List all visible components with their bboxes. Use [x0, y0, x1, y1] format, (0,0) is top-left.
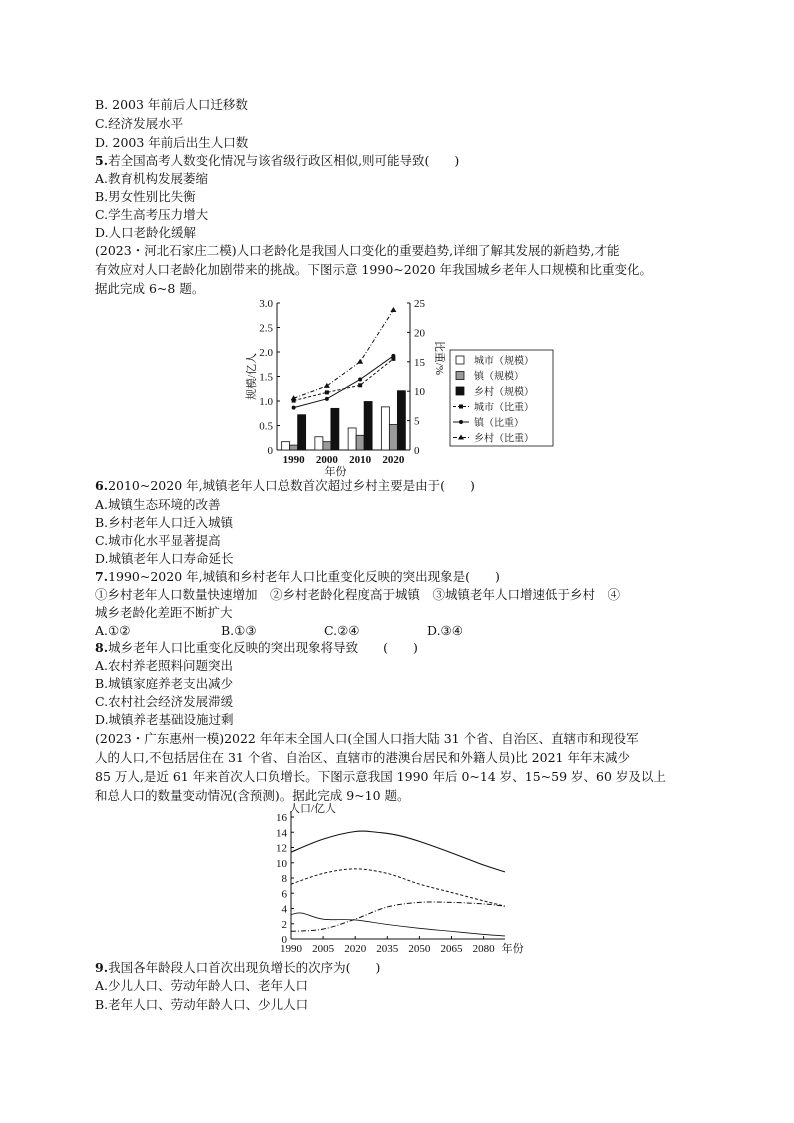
- q8-number: 8.: [95, 640, 109, 655]
- point-镇（比重）: [391, 354, 395, 358]
- q6-option-d[interactable]: D.城镇老年人口寿命延长: [95, 551, 234, 566]
- q5-option-a[interactable]: A.教育机构发展萎缩: [95, 171, 209, 186]
- y-tick-label: 0: [281, 934, 287, 946]
- y2-tick-label: 20: [414, 327, 425, 340]
- q9-number: 9.: [95, 960, 109, 975]
- bar-城市（规模）: [282, 442, 290, 450]
- x-axis-label: 年份: [324, 466, 347, 478]
- y2-tick-label: 10: [414, 386, 425, 399]
- legend-label: 城市（比重）: [474, 402, 534, 414]
- passage2-line1: (2023・广东惠州一模)2022 年年末全国人口(全国人口指大陆 31 个省、自治区、直辖市和现役军: [95, 731, 639, 746]
- bar-城市（规模）: [315, 437, 323, 450]
- bar-乡村（规模）: [397, 391, 405, 450]
- q8-stem-text: 城乡老年人口比重变化反映的突出现象将导致 ( ): [108, 640, 418, 655]
- q9-stem-text: 我国各年龄段人口首次出现负增长的次序为( ): [108, 960, 381, 975]
- bar-城市（规模）: [348, 428, 356, 450]
- q4-option-c[interactable]: C.经济发展水平: [95, 116, 184, 131]
- y-tick-label: 0: [267, 445, 273, 457]
- x-tick-label: 2080: [472, 943, 495, 955]
- q7-option-c[interactable]: C.②④: [324, 623, 360, 638]
- q9-option-b[interactable]: B.老年人口、劳动年龄人口、少儿人口: [95, 997, 309, 1012]
- y2-axis-label: 比重/%: [433, 340, 445, 376]
- q7-stem: [95, 569, 500, 585]
- point-镇（比重）: [292, 406, 296, 410]
- y-tick-label: 2: [281, 918, 287, 931]
- line-镇（比重）: [294, 356, 394, 408]
- point-乡村（比重）: [357, 359, 363, 364]
- y2-tick-label: 5: [414, 415, 420, 428]
- q7-stem-text: 1990~2020 年,城镇和乡村老年人口比重变化反映的突出现象是( ): [108, 569, 500, 584]
- point-镇（比重）: [358, 377, 362, 381]
- y-tick-label: 3.0: [259, 298, 273, 310]
- q5-option-d[interactable]: D.人口老龄化缓解: [95, 225, 197, 240]
- y-tick-label: 8: [281, 873, 287, 885]
- y-tick-label: 16: [276, 812, 287, 824]
- passage1-line2: 有效应对人口老龄化加剧带来的挑战。下图示意 1990~2020 年我国城乡老年人口规模和比重变化。: [95, 262, 653, 277]
- q4-option-d[interactable]: D. 2003 年前后出生人口数: [95, 135, 249, 150]
- x-tick-label: 2065: [440, 943, 463, 955]
- line-城市（比重）: [294, 359, 394, 401]
- legend-label: 镇（比重）: [474, 418, 524, 429]
- q9-stem: [95, 960, 380, 976]
- passage2-line3: 85 万人,是近 61 年来首次人口负增长。下图示意我国 1990 年后 0~14 岁、15~59 岁、60 岁及以上: [95, 769, 666, 784]
- q6-number: 6.: [95, 478, 109, 493]
- y2-tick-label: 15: [414, 356, 425, 369]
- bar-镇（规模）: [290, 445, 298, 450]
- legend-marker: [459, 420, 463, 424]
- q8-option-b[interactable]: B.城镇家庭养老支出减少: [95, 676, 234, 691]
- x-tick-label: 2020: [382, 454, 405, 466]
- passage2-line4: 和总人口的数量变动情况(含预测)。据此完成 9~10 题。: [95, 788, 410, 803]
- y-tick-label: 2.0: [259, 347, 273, 359]
- q7-items-line1: ①乡村老年人口数量快速增加 ②乡村老龄化程度高于城镇 ③城镇老年人口增速低于乡村 ④: [95, 587, 621, 602]
- q6-option-b[interactable]: B.乡村老年人口迁入城镇: [95, 515, 234, 530]
- y-tick-label: 1.5: [259, 371, 273, 384]
- series-line-15~59 岁: [291, 869, 505, 906]
- series-line-总人口: [291, 831, 505, 872]
- x-tick-label: 1990: [282, 454, 305, 466]
- passage2-line2: 人的人口,不包括居住在 31 个省、自治区、直辖市的港澳台居民和外籍人员)比 2021 年年末减少: [95, 750, 630, 765]
- y-tick-label: 14: [276, 827, 287, 840]
- q7-option-d[interactable]: D.③④: [427, 623, 463, 638]
- series-line-60 岁及以上: [291, 902, 505, 931]
- q7-options: [95, 623, 463, 639]
- q6-option-c[interactable]: C.城市化水平显著提高: [95, 533, 221, 548]
- x-tick-label: 1990: [280, 943, 302, 955]
- passage1-line3: 据此完成 6~8 题。: [95, 281, 205, 296]
- y-axis-label: 规模/亿人: [246, 352, 258, 401]
- x-tick-label: 2050: [408, 943, 431, 955]
- passage1-line1: (2023・河北石家庄二模)人口老龄化是我国人口变化的重要趋势,详细了解其发展的新趋势,才能: [95, 243, 620, 258]
- point-乡村（比重）: [324, 383, 330, 388]
- elderly-population-chart: [240, 293, 560, 478]
- population-forecast-chart: [255, 801, 545, 961]
- bar-乡村（规模）: [364, 401, 372, 450]
- q6-stem-text: 2010~2020 年,城镇老年人口总数首次超过乡村主要是由于( ): [108, 478, 475, 493]
- q8-option-c[interactable]: C.农村社会经济发展滞缓: [95, 694, 234, 709]
- bar-乡村（规模）: [298, 415, 306, 450]
- legend-swatch: [456, 356, 464, 364]
- x-tick-label: 2005: [312, 943, 335, 955]
- y-tick-label: 10: [276, 857, 287, 870]
- y-tick-label: 1.0: [259, 396, 273, 408]
- q4-option-b[interactable]: B. 2003 年前后人口迁移数: [95, 97, 248, 112]
- line-乡村（比重）: [294, 310, 394, 398]
- y-axis-label: 人口/亿人: [289, 803, 337, 815]
- point-镇（比重）: [325, 397, 329, 401]
- bar-镇（规模）: [389, 425, 397, 450]
- series-line-0~14 岁: [291, 913, 505, 936]
- legend-label: 城市（规模）: [474, 356, 534, 367]
- x-tick-label: 2035: [376, 943, 399, 955]
- q7-items-line2: 城乡老龄化差距不断扩大: [95, 605, 233, 620]
- y-tick-label: 12: [276, 842, 287, 855]
- q7-number: 7.: [95, 569, 109, 584]
- bar-镇（规模）: [356, 435, 364, 450]
- x-tick-label: 2020: [344, 943, 367, 955]
- q9-option-a[interactable]: A.少儿人口、劳动年龄人口、老年人口: [95, 978, 309, 993]
- bar-镇（规模）: [323, 442, 331, 450]
- legend-label: 乡村（比重）: [474, 433, 534, 445]
- point-乡村（比重）: [390, 307, 396, 312]
- q5-stem-text: 若全国高考人数变化情况与该省级行政区相似,则可能导致( ): [108, 153, 460, 168]
- point-城市（比重）: [358, 383, 362, 387]
- y-tick-label: 6: [281, 888, 287, 901]
- q8-option-d[interactable]: D.城镇养老基础设施过剩: [95, 712, 234, 727]
- y-tick-label: 0.5: [259, 420, 273, 433]
- q5-number: 5.: [95, 153, 109, 168]
- bar-城市（规模）: [381, 407, 389, 450]
- x-tick-label: 2010: [349, 454, 372, 466]
- legend-label: 乡村（规模）: [474, 387, 534, 398]
- legend-swatch: [456, 387, 464, 395]
- bar-乡村（规模）: [331, 408, 339, 450]
- y-tick-label: 2.5: [259, 322, 273, 335]
- q6-option-a[interactable]: A.城镇生态环境的改善: [95, 497, 221, 512]
- y2-tick-label: 0: [414, 445, 420, 457]
- y2-tick-label: 25: [414, 298, 425, 310]
- chart1-legend: [450, 350, 553, 446]
- q6-stem: [95, 478, 475, 494]
- point-城市（比重）: [325, 390, 329, 394]
- q8-option-a[interactable]: A.农村养老照料问题突出: [95, 658, 234, 673]
- x-tick-label: 2000: [315, 454, 338, 466]
- q5-option-b[interactable]: B.男女性别比失衡: [95, 189, 196, 204]
- y-tick-label: 4: [281, 903, 287, 916]
- legend-marker: [459, 405, 463, 409]
- legend-label: 镇（规模）: [474, 371, 524, 383]
- x-axis-label: 年份: [501, 943, 524, 955]
- legend-swatch: [456, 372, 464, 380]
- q7-option-b[interactable]: B.①③: [221, 623, 257, 638]
- q7-option-a[interactable]: A.①②: [95, 623, 131, 638]
- q5-stem: [95, 153, 459, 169]
- q8-stem: [95, 640, 418, 656]
- q5-option-c[interactable]: C.学生高考压力增大: [95, 207, 209, 222]
